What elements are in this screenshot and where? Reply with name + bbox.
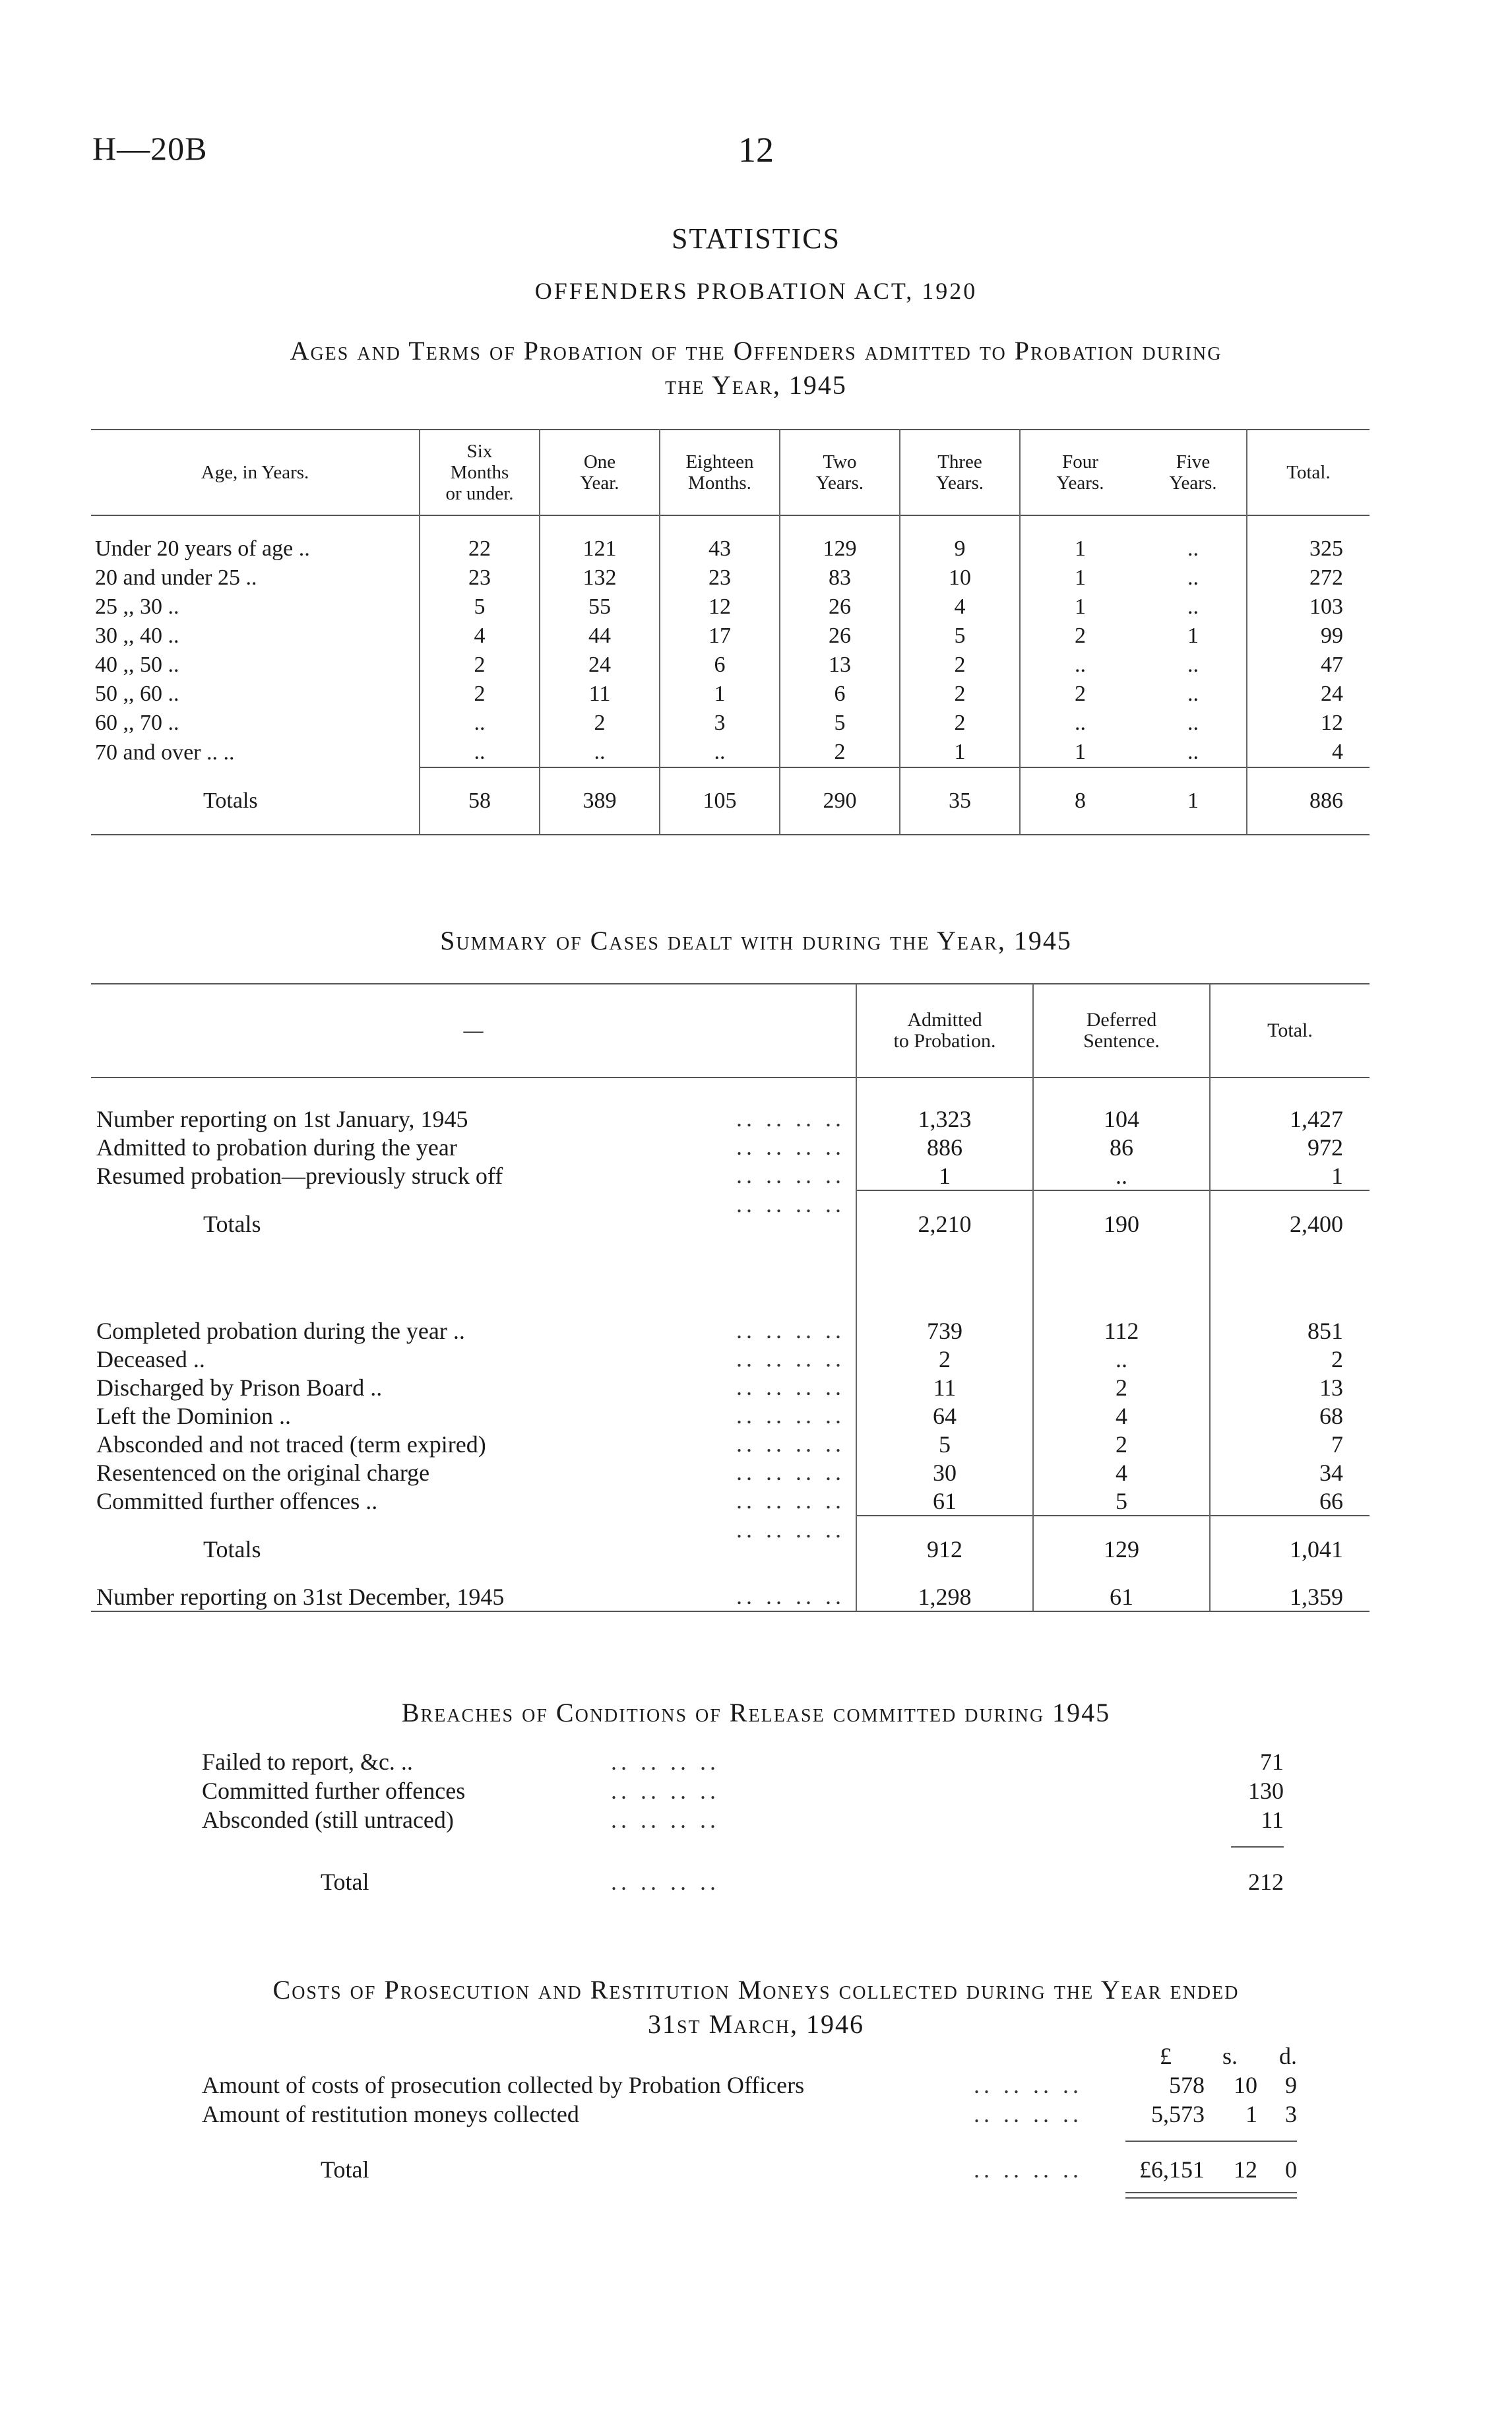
cell-two-years: 6 [780,680,900,709]
cost-label: Amount of restitution moneys collected [202,2101,579,2127]
breach-item [202,1776,1284,1805]
cell-total: 1,427 [1210,1105,1370,1133]
cell-eighteen-months: 6 [660,651,780,680]
table-row [91,1458,1370,1487]
summary-totals-row [91,1190,1370,1257]
breach-value: 11 [1261,1807,1284,1833]
cell-deferred: 104 [1033,1105,1210,1133]
cell-five-years: 1 [1187,624,1199,648]
summary-label-text: Totals [203,1210,261,1237]
age-range-label: 25 ,, 30 .. [95,595,179,619]
cost-item [202,2071,1297,2100]
cell-four-years: 1 [1020,738,1140,767]
table-row [91,1402,1370,1430]
cost-pounds: 5,573 [1151,2101,1205,2127]
cell-three-years: 2 [900,651,1020,680]
cell-total: 47 [1247,651,1370,680]
breach-value: 71 [1260,1749,1284,1775]
cell-one-year: 24 [540,651,660,680]
cell-total: 68 [1210,1402,1370,1430]
dot-leader: .. .. .. .. [736,1487,845,1514]
cell-deferred: 61 [1033,1582,1210,1611]
cell-admitted: 2,210 [856,1190,1033,1257]
cell-total: 1,359 [1210,1582,1370,1611]
cell-five-years: .. [1187,740,1199,764]
cell-five-years: .. [1187,565,1199,590]
costs-total-rule-1 [1125,2192,1297,2193]
cost-label: Total [321,2156,369,2183]
cell-six-months: 4 [420,622,540,651]
breach-value: 212 [1248,1869,1284,1895]
cell-total: 272 [1247,564,1370,593]
summary-table [91,983,1370,1612]
summary-row-label [91,1458,856,1487]
cell-two-years: 13 [780,651,900,680]
summary-label-text: Absconded and not traced (term expired) [96,1431,486,1458]
breach-item [202,1805,1284,1834]
cost-pence: 3 [1285,2101,1297,2127]
cell-five-years: .. [1187,653,1199,677]
table-row [91,622,1370,651]
cell-six-months: 23 [420,564,540,593]
cell-one-year: 389 [540,767,660,835]
cell-one-year: 2 [540,709,660,738]
spacer-cell [1210,1257,1370,1316]
breach-label: Failed to report, &c. .. [202,1749,413,1775]
summary-title: Summary of Cases dealt with during the Year, 1945 [440,926,1072,955]
cell-five-years: .. [1187,595,1199,619]
cell-total: 103 [1247,593,1370,622]
breach-value: 130 [1248,1778,1284,1804]
col-four-years: Four Years. [1020,430,1140,515]
cell-eighteen-months: 23 [660,564,780,593]
cell-two-years: 83 [780,564,900,593]
table-row [91,564,1370,593]
cell-total: 4 [1247,738,1370,767]
summary-row-label [91,1430,856,1458]
cell-admitted: 912 [856,1516,1033,1582]
spacer-row [91,1078,1370,1105]
cell-total: 851 [1210,1316,1370,1345]
spacer-cell [856,1078,1033,1105]
ages-totals-row [91,767,1370,835]
breaches-list [202,1747,1284,1932]
unit-pence: d. [1279,2043,1297,2069]
cell-five-years: 1 [1140,767,1247,835]
summary-label-text: Resentenced on the original charge [96,1459,430,1486]
cell-deferred: .. [1033,1161,1210,1190]
cell-six-months: .. [420,709,540,738]
col-total: Total. [1247,430,1370,515]
table-row [91,709,1370,738]
cell-total: 24 [1247,680,1370,709]
age-range-label: 40 ,, 50 .. [95,653,179,677]
summary-label-text: Deceased .. [96,1345,205,1372]
costs-title-line2: 31st March, 1946 [647,2009,865,2039]
col-one-year: One Year. [540,430,660,515]
cell-six-months: 2 [420,651,540,680]
ages-title-line1: Ages and Terms of Probation of the Offenders admitted to Probation during [290,336,1222,366]
cell-six-months: 58 [420,767,540,835]
dot-leader: .. .. .. .. [736,1105,845,1132]
table-row [91,651,1370,680]
breach-total-row [202,1867,1284,1896]
cell-admitted: 64 [856,1402,1033,1430]
ages-title-line2: the Year, 1945 [665,370,847,400]
summary-row-label [91,1190,856,1257]
cell-two-years: 26 [780,622,900,651]
summary-label-text: Committed further offences .. [96,1488,378,1514]
document-code: H—20B [92,130,208,167]
dot-leader: .. .. .. .. [736,1459,845,1485]
summary-col-blank: — [463,1019,484,1041]
cell-eighteen-months: 1 [660,680,780,709]
dot-leader: .. .. .. .. [974,2072,1083,2098]
cell-total: 1,041 [1210,1516,1370,1582]
cost-pounds: £6,151 [1139,2156,1205,2183]
cost-pence: 9 [1285,2072,1297,2098]
summary-row-label [91,1582,856,1611]
cell-four-years: .. [1020,709,1140,738]
summary-label-text: Discharged by Prison Board .. [96,1374,383,1401]
summary-col-admitted: Admitted to Probation. [856,984,1033,1078]
table-row [91,680,1370,709]
summary-row-label [91,1516,856,1582]
cell-deferred: 2 [1033,1373,1210,1402]
table-row [91,1345,1370,1373]
cell-total: 886 [1247,767,1370,835]
cell-total: 34 [1210,1458,1370,1487]
dot-leader: .. .. .. .. [736,1374,845,1400]
cell-two-years: 129 [780,534,900,564]
table-row [91,1316,1370,1345]
cell-two-years: 2 [780,738,900,767]
cell-four-years: 1 [1020,534,1140,564]
costs-title [0,1973,1512,2042]
cell-four-years: 1 [1020,593,1140,622]
cell-three-years: 5 [900,622,1020,651]
cell-eighteen-months: 12 [660,593,780,622]
age-range-label: 50 ,, 60 .. [95,682,179,706]
cell-total: 1 [1210,1161,1370,1190]
summary-row-label [91,1373,856,1402]
summary-col-total: Total. [1210,984,1370,1078]
cell-eighteen-months: 3 [660,709,780,738]
cost-shillings: 12 [1234,2156,1257,2183]
cell-one-year: .. [540,738,660,767]
summary-label-text: Completed probation during the year .. [96,1317,465,1344]
cell-one-year: 132 [540,564,660,593]
summary-row-label [91,1133,856,1161]
summary-row-label [91,1316,856,1345]
unit-shillings: s. [1222,2043,1238,2069]
dot-leader: .. .. .. .. [611,1749,720,1775]
col-three-years: Three Years. [900,430,1020,515]
spacer-cell [1033,1257,1210,1316]
breaches-title: Breaches of Conditions of Release committed during 1945 [401,1698,1111,1727]
table-row [91,1105,1370,1133]
col-two-years: Two Years. [780,430,900,515]
cell-deferred: 86 [1033,1133,1210,1161]
cell-deferred: 4 [1033,1402,1210,1430]
summary-row-label [91,1487,856,1516]
breach-label: Committed further offences [202,1778,466,1804]
summary-label-text: Left the Dominion .. [96,1402,291,1429]
cell-admitted: 5 [856,1430,1033,1458]
costs-title-line1: Costs of Prosecution and Restitution Moneys collected during the Year ended [272,1975,1240,2005]
cell-total: 2 [1210,1345,1370,1373]
cell-three-years: 35 [900,767,1020,835]
cell-one-year: 121 [540,534,660,564]
cell-two-years: 26 [780,593,900,622]
breach-label: Absconded (still untraced) [202,1807,454,1833]
cell-admitted: 1 [856,1161,1033,1190]
dot-leader: .. .. .. .. [611,1869,720,1895]
summary-row-label [91,1345,856,1373]
spacer-cell [1033,1078,1210,1105]
cell-six-months: .. [420,738,540,767]
cell-deferred: 112 [1033,1316,1210,1345]
cell-four-years: 1 [1020,564,1140,593]
costs-total-rule-2 [1125,2197,1297,2199]
summary-label-text: Number reporting on 1st January, 1945 [96,1105,468,1132]
cost-pence: 0 [1285,2156,1297,2183]
dot-leader: .. .. .. .. [736,1191,845,1217]
summary-label-text: Number reporting on 31st December, 1945 [96,1583,505,1610]
col-six-months: Six Months or under. [420,430,540,515]
cell-three-years: 2 [900,709,1020,738]
summary-label-text: Resumed probation—previously struck off [96,1163,503,1189]
cell-admitted: 1,298 [856,1582,1033,1611]
cell-five-years: .. [1187,536,1199,561]
cell-total: 7 [1210,1430,1370,1458]
ages-terms-table [91,429,1370,835]
cell-six-months: 2 [420,680,540,709]
summary-label-text: Admitted to probation during the year [96,1134,457,1161]
cost-shillings: 1 [1245,2101,1257,2127]
cell-admitted: 886 [856,1133,1033,1161]
costs-subtotal-rule [1125,2141,1297,2142]
breach-subtotal-rule [1231,1846,1284,1848]
cell-six-months: 5 [420,593,540,622]
cell-total: 325 [1247,534,1370,564]
dot-leader: .. .. .. .. [611,1807,720,1833]
summary-totals-row [91,1516,1370,1582]
cell-one-year: 44 [540,622,660,651]
col-five-years: Five Years. [1169,451,1217,494]
age-range-label: Under 20 years of age .. [95,536,310,561]
act-heading: OFFENDERS PROBATION ACT, 1920 [534,278,978,304]
cell-total: 972 [1210,1133,1370,1161]
cell-eighteen-months: 43 [660,534,780,564]
cell-three-years: 2 [900,680,1020,709]
cell-total: 66 [1210,1487,1370,1516]
spacer-cell [1210,1078,1370,1105]
cell-four-years: .. [1020,651,1140,680]
dot-leader: .. .. .. .. [736,1402,845,1429]
summary-header-row [91,984,1370,1078]
summary-row-label [91,1402,856,1430]
cost-pounds: 578 [1169,2072,1205,2098]
spacer-cell [91,1257,856,1316]
dot-leader: .. .. .. .. [736,1583,845,1609]
costs-list [202,2042,1297,2213]
dot-leader: .. .. .. .. [736,1345,845,1372]
cell-six-months: 22 [420,534,540,564]
cell-five-years: .. [1187,682,1199,706]
cell-total: 2,400 [1210,1190,1370,1257]
col-age: Age, in Years. [201,462,309,483]
col-eighteen-months: Eighteen Months. [660,430,780,515]
spacer-row [91,1257,1370,1316]
table-row [91,1487,1370,1516]
cell-admitted: 11 [856,1373,1033,1402]
summary-row-label [91,1105,856,1133]
cell-admitted: 739 [856,1316,1033,1345]
cell-deferred: 4 [1033,1458,1210,1487]
table-row [91,534,1370,564]
cell-admitted: 61 [856,1487,1033,1516]
page-number: 12 [738,130,774,170]
ages-table-title [0,334,1512,403]
table-row [91,1373,1370,1402]
spacer-cell [856,1257,1033,1316]
table-row [91,1161,1370,1190]
cell-four-years: 8 [1020,767,1140,835]
dot-leader: .. .. .. .. [736,1516,845,1543]
cell-four-years: 2 [1020,622,1140,651]
cell-deferred: .. [1033,1345,1210,1373]
cell-four-years: 2 [1020,680,1140,709]
breach-item [202,1747,1284,1776]
cell-eighteen-months: .. [660,738,780,767]
cell-deferred: 2 [1033,1430,1210,1458]
cell-total: 13 [1210,1373,1370,1402]
cell-deferred: 129 [1033,1516,1210,1582]
cost-label: Amount of costs of prosecution collected by Probation Officers [202,2072,805,2098]
table-row [91,1430,1370,1458]
table-row [91,738,1370,767]
cell-admitted: 2 [856,1345,1033,1373]
age-range-label: 60 ,, 70 .. [95,711,179,735]
dot-leader: .. .. .. .. [974,2156,1083,2183]
dot-leader: .. .. .. .. [736,1162,845,1188]
closing-balance-row [91,1582,1370,1611]
age-range-label: 30 ,, 40 .. [95,624,179,648]
age-range-label: 20 and under 25 .. [95,565,257,590]
dot-leader: .. .. .. .. [974,2101,1083,2127]
breach-label: Total [321,1869,369,1895]
cell-eighteen-months: 105 [660,767,780,835]
cell-admitted: 1,323 [856,1105,1033,1133]
cell-deferred: 5 [1033,1487,1210,1516]
table-row [91,593,1370,622]
cell-admitted: 30 [856,1458,1033,1487]
statistics-heading: STATISTICS [671,222,841,255]
cell-three-years: 10 [900,564,1020,593]
cell-two-years: 5 [780,709,900,738]
cost-item [202,2100,1297,2129]
ages-table-header-row [91,430,1370,515]
dot-leader: .. .. .. .. [736,1317,845,1343]
summary-label-text: Totals [203,1535,261,1563]
dot-leader: .. .. .. .. [736,1431,845,1457]
cell-one-year: 55 [540,593,660,622]
cell-three-years: 9 [900,534,1020,564]
cell-two-years: 290 [780,767,900,835]
spacer-cell [91,1078,856,1105]
cost-total-row [202,2155,1297,2184]
summary-row-label [91,1161,856,1190]
cell-total: 99 [1247,622,1370,651]
summary-col-deferred: Deferred Sentence. [1033,984,1210,1078]
cell-total: 12 [1247,709,1370,738]
cell-three-years: 1 [900,738,1020,767]
totals-label: Totals [91,767,420,835]
cell-three-years: 4 [900,593,1020,622]
age-range-label: 70 and over .. .. [95,740,235,765]
cost-shillings: 10 [1234,2072,1257,2098]
cell-one-year: 11 [540,680,660,709]
cell-eighteen-months: 17 [660,622,780,651]
table-row [91,1133,1370,1161]
unit-pounds: £ [1160,2043,1172,2069]
cell-deferred: 190 [1033,1190,1210,1257]
dot-leader: .. .. .. .. [611,1778,720,1804]
currency-units-row [202,2042,1297,2071]
dot-leader: .. .. .. .. [736,1134,845,1160]
cell-five-years: .. [1187,711,1199,735]
